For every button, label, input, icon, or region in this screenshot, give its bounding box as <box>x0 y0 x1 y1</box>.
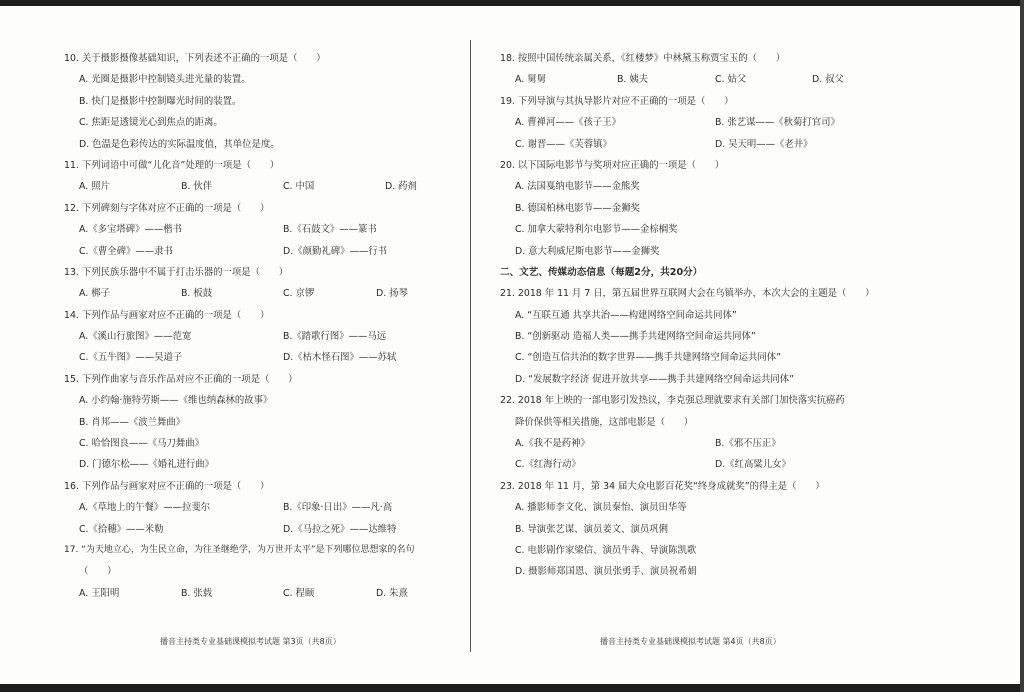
question-18-option-d: D. 叔父 <box>812 74 844 86</box>
left-column <box>64 52 464 608</box>
question-11-option-a: A. 照片 <box>79 181 110 193</box>
question-13-option-c: C. 京锣 <box>283 288 315 300</box>
question-17-answer-paren: （ ） <box>79 566 117 578</box>
question-18-stem: 18. 按照中国传统亲属关系，《红楼梦》中林黛玉称贾宝玉的（ ） <box>500 53 786 64</box>
question-19-options-cd <box>500 138 970 159</box>
question-17-option-b: B. 张载 <box>181 587 213 599</box>
question-20-option-d: D. 意大利威尼斯电影节——金狮奖 <box>515 245 660 257</box>
question-19-option-c: C. 谢晋——《芙蓉镇》 <box>515 138 612 150</box>
question-13-option-d: D. 扬琴 <box>376 288 408 300</box>
question-21-option-a: A. “互联互通 共享共治——构建网络空间命运共同体” <box>515 309 737 321</box>
question-19-option-d: D. 吴天明——《老井》 <box>715 138 813 150</box>
question-16-stem: 16. 下列作品与画家对应不正确的一项是（ ） <box>64 480 270 492</box>
question-10-option-c: C. 焦距是透镜光心到焦点的距离。 <box>79 117 223 129</box>
question-13-option-b: B. 板鼓 <box>181 288 213 300</box>
question-14-option-a: A.《溪山行旅图》——范宽 <box>79 331 192 343</box>
question-23-option-c: C. 电影剧作家梁信、演员牛犇、导演陈凯歌 <box>515 544 697 556</box>
question-22-options-ab <box>500 437 970 458</box>
scan-border-top <box>0 0 1024 6</box>
question-13-options <box>64 287 464 308</box>
question-14-option-b: B.《踏歌行图》——马远 <box>283 331 387 343</box>
question-16-option-d: D.《马拉之死》——达维特 <box>283 523 397 535</box>
question-14-options-cd <box>64 351 464 372</box>
question-17-option-c: C. 程颐 <box>283 587 315 599</box>
question-14-options-ab <box>64 330 464 351</box>
question-14-option-c: C.《五牛图》——吴道子 <box>79 352 183 364</box>
question-11-option-d: D. 药剂 <box>385 181 417 193</box>
question-23-stem: 23. 2018 年 11 月，第 34 届大众电影百花奖“终身成就奖”的得主是（ ） <box>500 480 825 492</box>
question-18-options <box>500 73 970 94</box>
question-23-option-b: B. 导演张艺谋、演员姜文、演员巩俐 <box>515 523 669 535</box>
question-11-option-c: C. 中国 <box>283 181 315 193</box>
question-22-option-a: A.《我不是药神》 <box>515 438 590 450</box>
question-12-options-cd <box>64 245 464 266</box>
page-footer-left: 播音主持类专业基础课模拟考试题 第3页（共8页） <box>160 637 341 646</box>
question-10-stem: 10. 关于摄影摄像基础知识，下列表述不正确的一项是（ ） <box>64 53 326 64</box>
question-23-option-d: D. 摄影师郑国恩、演员张勇手、演员祝希娟 <box>515 566 697 578</box>
question-23-option-a: A. 播影师李文化、演员秦怡、演员田华等 <box>515 502 687 514</box>
question-12-options-ab <box>64 223 464 244</box>
question-17-option-d: D. 朱熹 <box>376 587 408 599</box>
question-20-stem: 20. 以下国际电影节与奖项对应正确的一项是（ ） <box>500 159 725 171</box>
question-18-option-c: C. 姑父 <box>715 74 747 86</box>
question-15-option-d: D. 门德尔松——《婚礼进行曲》 <box>79 459 215 471</box>
question-14-option-d: D.《枯木怪石图》——苏轼 <box>283 352 397 364</box>
question-17-option-a: A. 王阳明 <box>79 587 120 599</box>
question-19-option-a: A. 曹禅河——《孩子王》 <box>515 117 621 129</box>
question-12-option-a: A.《多宝塔碑》——楷书 <box>79 224 182 236</box>
question-15-option-a: A. 小约翰·施特劳斯——《维也纳森林的故事》 <box>79 395 273 407</box>
question-11-option-b: B. 伙伴 <box>181 181 213 193</box>
question-20-option-b: B. 德国柏林电影节——金狮奖 <box>515 202 640 214</box>
scan-border-bottom <box>0 684 1024 692</box>
question-22-options-cd <box>500 458 970 479</box>
question-17-stem: 17. “为天地立心，为生民立命，为往圣继绝学，为万世开太平”是下列哪位思想家的名句 <box>64 544 415 555</box>
column-divider <box>470 40 471 652</box>
question-13-option-a: A. 梆子 <box>79 288 110 300</box>
question-14-stem: 14. 下列作品与画家对应不正确的一项是（ ） <box>64 309 270 321</box>
question-12-option-b: B.《石鼓文》——篆书 <box>283 224 377 236</box>
question-12-option-d: D.《颜勤礼碑》——行书 <box>283 245 387 257</box>
question-22-stem-line2: 降价保供等相关措施，这部电影是（ ） <box>515 416 694 428</box>
scan-border-right <box>1020 0 1024 692</box>
question-13-stem: 13. 下列民族乐器中不属于打击乐器的一项是（ ） <box>64 266 289 278</box>
right-column <box>500 52 970 587</box>
question-10-option-b: B. 快门是摄影中控制曝光时间的装置。 <box>79 95 242 107</box>
question-12-stem: 12. 下列碑刻与字体对应不正确的一项是（ ） <box>64 202 270 214</box>
question-16-options-ab <box>64 501 464 522</box>
question-21-option-c: C. “创造互信共治的数字世界——携手共建网络空间命运共同体” <box>515 352 781 364</box>
question-15-option-b: B. 肖邦——《波兰舞曲》 <box>79 416 186 428</box>
question-18-option-b: B. 姨夫 <box>617 74 649 86</box>
page-footer-right: 播音主持类专业基础课模拟考试题 第4页（共8页） <box>600 637 781 646</box>
question-22-option-d: D.《红高粱儿女》 <box>715 459 791 471</box>
question-16-option-b: B.《印象·日出》——凡·高 <box>283 502 393 514</box>
question-16-option-c: C.《拾穗》——米勒 <box>79 523 164 535</box>
question-22-option-c: C.《红海行动》 <box>515 459 581 471</box>
section-2-title: 二、文艺、传媒动态信息（每题2分，共20分） <box>500 266 703 278</box>
question-22-stem-line1: 22. 2018 年上映的一部电影引发热议，李克强总理就要求有关部门加快落实抗癌药 <box>500 395 845 407</box>
question-21-stem: 21. 2018 年 11 月 7 日，第五届世界互联网大会在乌镇举办，本次大会的主题是（ ） <box>500 288 875 300</box>
question-12-option-c: C.《曹全碑》——隶书 <box>79 245 173 257</box>
question-10-option-d: D. 色温是色彩传达的实际温度值，其单位是度。 <box>79 138 280 150</box>
question-15-stem: 15. 下列作曲家与音乐作品对应不正确的一项是（ ） <box>64 373 298 385</box>
question-20-option-c: C. 加拿大蒙特利尔电影节——金棕榈奖 <box>515 224 678 236</box>
question-10-option-a: A. 光圈是摄影中控制镜头进光量的装置。 <box>79 74 251 86</box>
question-19-stem: 19. 下列导演与其执导影片对应不正确的一项是（ ） <box>500 95 734 107</box>
question-21-option-d: D. “发展数字经济 促进开放共享——携手共建网络空间命运共同体” <box>515 373 795 385</box>
question-17-options <box>64 587 464 608</box>
question-18-option-a: A. 舅舅 <box>515 74 546 86</box>
question-11-options <box>64 180 464 201</box>
question-11-stem: 11. 下列词语中可做“儿化音”处理的一项是（ ） <box>64 159 280 171</box>
question-19-option-b: B. 张艺谋——《秋菊打官司》 <box>715 117 840 129</box>
question-20-option-a: A. 法国戛纳电影节——金熊奖 <box>515 181 640 193</box>
question-16-options-cd <box>64 523 464 544</box>
question-21-option-b: B. “创新驱动 造福人类——携手共建网络空间命运共同体” <box>515 331 756 343</box>
question-19-options-ab <box>500 116 970 137</box>
question-15-option-c: C. 哈恰图良——《马刀舞曲》 <box>79 438 205 450</box>
question-22-option-b: B.《邪不压正》 <box>715 438 781 450</box>
question-16-option-a: A.《草地上的午餐》——拉斐尔 <box>79 502 211 514</box>
